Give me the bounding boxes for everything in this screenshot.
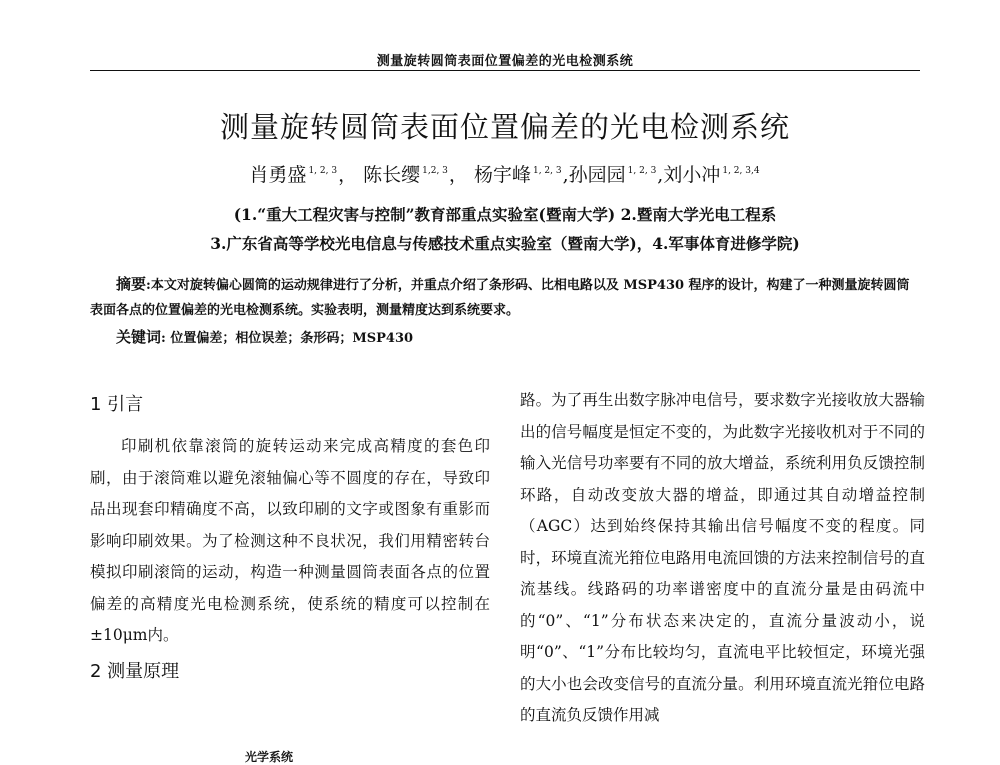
left-column xyxy=(90,385,490,692)
abstract-label: 摘要 xyxy=(116,275,147,293)
affiliation-line-2: 3.广东省高等学校光电信息与传感技术重点实验室（暨南大学)，4.军事体育进修学院) xyxy=(210,234,800,253)
keywords xyxy=(90,326,920,347)
right-column-paragraph: 路。为了再生出数字脉冲电信号，要求数字光接收放大器输出的信号幅度是恒定不变的，为此数字光接收机对于不同的输入光信号功率要有不同的放大增益，系统利用负反馈控制环路，自动改变放大器的增益，即通过其自动增益控制（AGC）达到始终保持其输出信号幅度不变的程度。同时，环境直流光箝位电路用电流回馈的方法来控制信号的直流基线。线路码的功率谱密度中的直流分量是由码流中的“0”、“1”分布状态来决定的，直流分量波动小，说明“0”、“1”分布比较均匀，直流电平比较恒定，环境光强的大小也会改变信号的直流分量。利用环境直流光箝位电路的直流负反馈作用减 xyxy=(520,391,925,724)
author-name: 杨宇峰 xyxy=(473,164,531,186)
author-name: 孙园园 xyxy=(568,164,626,186)
keywords-text: : 位置偏差；相位误差；条形码；MSP430 xyxy=(161,331,414,346)
section-heading-principle: 2 测量原理 xyxy=(90,660,180,682)
abstract-text: :本文对旋转偏心圆筒的运动规律进行了分析，并重点介绍了条形码、比相电路以及 MSP430 程序的设计，构建了一种测量旋转圆筒表面各点的位置偏差的光电检测系统。实验表明，测量精度达到系统要求。 xyxy=(90,278,910,318)
author-name: 刘小冲 xyxy=(663,164,721,186)
right-column xyxy=(520,385,925,732)
author-affiliation: 1, 2, 3,4 xyxy=(722,166,760,176)
author-list xyxy=(90,160,920,187)
author-separator: , xyxy=(562,164,569,186)
section-heading-introduction: 1 引言 xyxy=(90,394,144,415)
author-affiliation: 1, 2, 3 xyxy=(627,166,657,176)
abstract xyxy=(90,272,920,323)
author-affiliation: 1, 2, 3 xyxy=(308,166,338,176)
author-name: 肖勇盛 xyxy=(249,164,307,186)
author-name: 陈长缨 xyxy=(363,164,421,186)
figure-partial-label: 光学系统 xyxy=(245,750,294,764)
author-affiliation: 1, 2, 3 xyxy=(532,166,562,176)
introduction-paragraph: 印刷机依靠滚筒的旋转运动来完成高精度的套色印刷，由于滚筒难以避免滚轴偏心等不圆度的存在，导致印品出现套印精确度不高，以致印刷的文字或图象有重影而影响印刷效果。为了检测这种不良状况，我们用精密转台模拟印刷滚筒的运动，构造一种测量圆筒表面各点的位置偏差的高精度光电检测系统，使系统的精度可以控制在±10μm内。 xyxy=(90,437,490,644)
keywords-label: 关键词 xyxy=(116,328,162,346)
running-head: 测量旋转圆筒表面位置偏差的光电检测系统 xyxy=(376,54,634,69)
author-separator: , xyxy=(657,164,664,186)
author-affiliation: 1,2, 3 xyxy=(422,166,448,176)
author-separator: ， xyxy=(448,164,468,186)
author-separator: ， xyxy=(338,164,358,186)
paper-title: 测量旋转圆筒表面位置偏差的光电检测系统 xyxy=(219,110,790,144)
header-rule xyxy=(90,70,920,71)
affiliation-line-1: (1.“重大工程灾害与控制”教育部重点实验室(暨南大学) 2.暨南大学光电工程系 xyxy=(233,205,777,224)
